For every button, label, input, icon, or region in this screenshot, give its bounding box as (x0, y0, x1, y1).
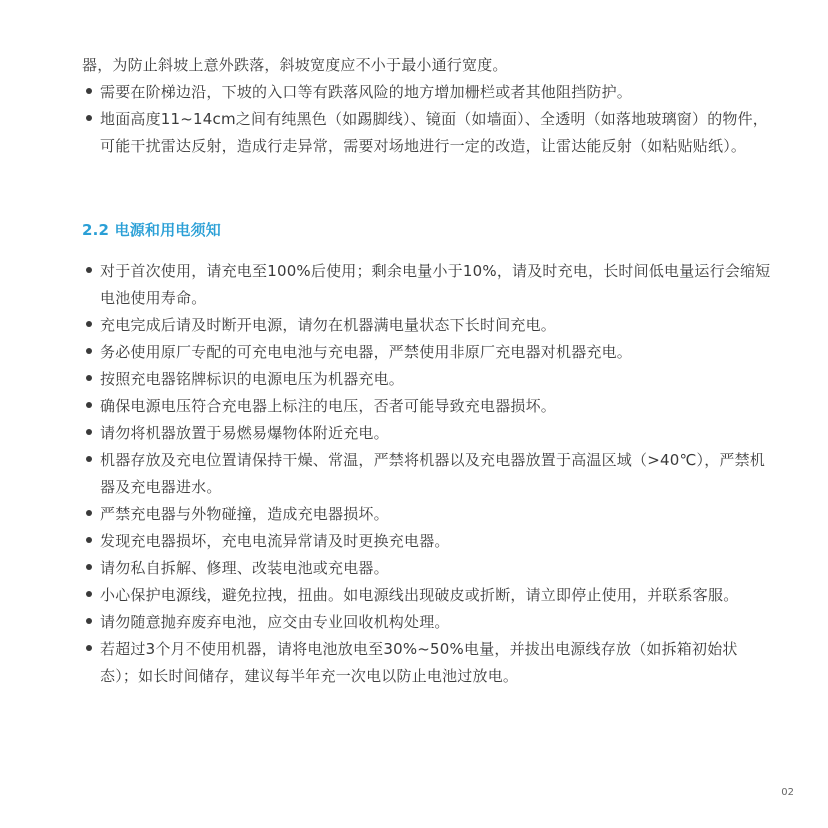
power-safety-block (82, 258, 772, 690)
top-bullet-list (82, 79, 772, 160)
list-item (82, 393, 772, 420)
list-item-text: 若超过3个月不使用机器，请将电池放电至30%~50%电量，并拔出电源线存放（如拆箱初始状态）；如长时间储存，建议每半年充一次电以防止电池过放电。 (100, 640, 738, 685)
list-item-text: 小心保护电源线，避免拉拽，扭曲。如电源线出现破皮或折断，请立即停止使用，并联系客服。 (100, 586, 739, 604)
power-bullet-list (82, 258, 772, 690)
list-item-text: 请勿私自拆解、修理、改装电池或充电器。 (100, 559, 389, 577)
bullet-icon (86, 115, 92, 121)
list-item-text: 请勿将机器放置于易燃易爆物体附近充电。 (100, 424, 389, 442)
bullet-icon (86, 429, 92, 435)
bullet-icon (86, 618, 92, 624)
section-heading: 2.2 电源和用电须知 (82, 221, 221, 239)
bullet-icon (86, 321, 92, 327)
bullet-icon (86, 402, 92, 408)
bullet-icon (86, 456, 92, 462)
list-item (82, 501, 772, 528)
continuation-paragraph: 器，为防止斜坡上意外跌落，斜坡宽度应不小于最小通行宽度。 (82, 56, 508, 74)
list-item-text: 确保电源电压符合充电器上标注的电压，否者可能导致充电器损坏。 (100, 397, 557, 415)
list-item (82, 258, 772, 312)
list-item (82, 79, 772, 106)
list-item-text: 发现充电器损坏，充电电流异常请及时更换充电器。 (100, 532, 450, 550)
list-item-text: 严禁充电器与外物碰撞，造成充电器损坏。 (100, 505, 389, 523)
list-item (82, 636, 772, 690)
list-item-text: 充电完成后请及时断开电源，请勿在机器满电量状态下长时间充电。 (100, 316, 557, 334)
bullet-icon (86, 267, 92, 273)
list-item (82, 312, 772, 339)
bullet-icon (86, 645, 92, 651)
bullet-icon (86, 564, 92, 570)
list-item (82, 447, 772, 501)
list-item (82, 106, 772, 160)
list-item-text: 务必使用原厂专配的可充电电池与充电器，严禁使用非原厂充电器对机器充电。 (100, 343, 633, 361)
bullet-icon (86, 88, 92, 94)
bullet-icon (86, 537, 92, 543)
bullet-icon (86, 348, 92, 354)
bullet-icon (86, 591, 92, 597)
list-item-text: 地面高度11~14cm之间有纯黑色（如踢脚线）、镜面（如墙面）、全透明（如落地玻璃窗）的物件，可能干扰雷达反射，造成行走异常，需要对场地进行一定的改造，让雷达能反射（如粘贴贴纸）。 (100, 110, 769, 155)
list-item (82, 366, 772, 393)
list-item (82, 420, 772, 447)
list-item-text: 需要在阶梯边沿，下坡的入口等有跌落风险的地方增加栅栏或者其他阻挡防护。 (100, 83, 633, 101)
list-item (82, 555, 772, 582)
list-item-text: 请勿随意抛弃废弃电池，应交由专业回收机构处理。 (100, 613, 450, 631)
list-item-text: 按照充电器铭牌标识的电源电压为机器充电。 (100, 370, 405, 388)
top-text-block (82, 52, 772, 160)
bullet-icon (86, 375, 92, 381)
list-item (82, 609, 772, 636)
list-item-text: 对于首次使用，请充电至100%后使用；剩余电量小于10%，请及时充电，长时间低电量运行会缩短电池使用寿命。 (100, 262, 771, 307)
bullet-icon (86, 510, 92, 516)
list-item (82, 528, 772, 555)
list-item (82, 582, 772, 609)
page-number: 02 (781, 787, 794, 798)
list-item (82, 339, 772, 366)
list-item-text: 机器存放及充电位置请保持干燥、常温，严禁将机器以及充电器放置于高温区域（>40℃），严禁机器及充电器进水。 (100, 451, 766, 496)
